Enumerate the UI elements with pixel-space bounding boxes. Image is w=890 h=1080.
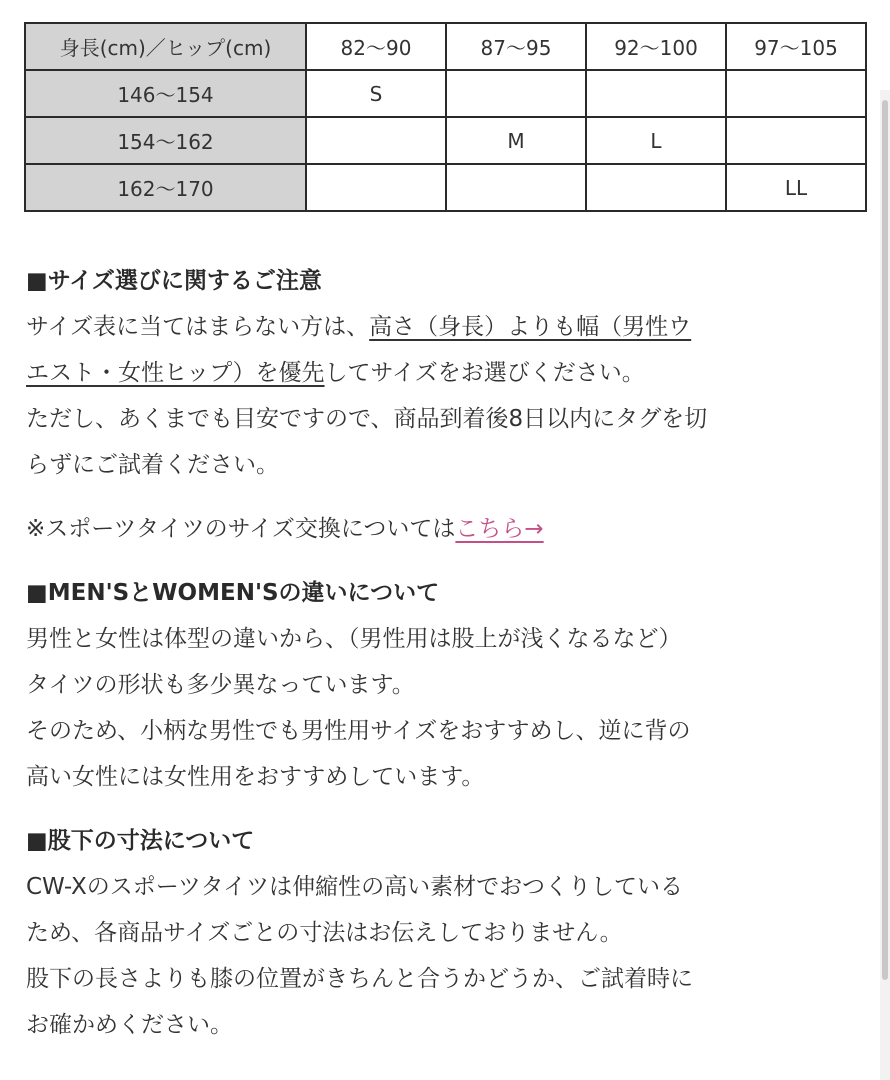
row-header-height-range: 154〜162	[25, 117, 306, 164]
exchange-note-text: ※スポーツタイツのサイズ交換については	[26, 516, 456, 542]
table-row	[25, 117, 866, 164]
header-cell-hip-range: 87〜95	[446, 23, 586, 70]
exchange-link[interactable]: こちら→	[455, 516, 544, 542]
row-header-height-range: 162〜170	[25, 164, 306, 211]
size-cell	[726, 70, 866, 117]
inseam-line: ため、各商品サイズごとの寸法はお伝えしておりません。	[26, 920, 623, 946]
text-span: サイズ表に当てはまらない方は、	[26, 314, 370, 340]
mens-womens-line: 男性と女性は体型の違いから、（男性用は股上が浅くなるなど）	[26, 626, 682, 652]
size-cell	[306, 164, 446, 211]
inseam-line: 股下の長さよりも膝の位置がきちんと合うかどうか、ご試着時に	[26, 966, 693, 992]
size-cell: M	[446, 117, 586, 164]
mens-womens-line: そのため、小柄な男性でも男性用サイズをおすすめし、逆に背の	[26, 718, 691, 744]
section-heading-inseam: ■股下の寸法について	[26, 828, 255, 854]
scrollbar-thumb[interactable]	[882, 100, 888, 980]
size-cell	[726, 117, 866, 164]
size-cell	[586, 164, 726, 211]
exchange-note	[26, 506, 876, 552]
inseam-line: お確かめください。	[26, 1012, 233, 1038]
underlined-text: 高さ（身長）よりも幅（男性ウ	[369, 314, 692, 340]
content-body	[26, 258, 876, 1048]
size-cell: S	[306, 70, 446, 117]
table-row	[25, 70, 866, 117]
size-cell	[446, 70, 586, 117]
row-header-height-range: 146〜154	[25, 70, 306, 117]
size-chart-table	[24, 22, 867, 212]
size-cell	[306, 117, 446, 164]
table-row	[25, 164, 866, 211]
size-note-line: らずにご試着ください。	[26, 452, 279, 478]
size-chart-header-row	[25, 23, 866, 70]
underlined-text: エスト・女性ヒップ）を優先	[26, 360, 325, 386]
header-cell-height-hip: 身長(cm)／ヒップ(cm)	[25, 23, 306, 70]
size-note-line: ただし、あくまでも目安ですので、商品到着後8日以内にタグを切	[26, 406, 708, 432]
size-cell: LL	[726, 164, 866, 211]
size-note-line	[26, 304, 876, 350]
header-cell-hip-range: 97〜105	[726, 23, 866, 70]
mens-womens-line: タイツの形状も多少異なっています。	[26, 672, 415, 698]
size-cell	[446, 164, 586, 211]
size-note-line	[26, 350, 876, 396]
section-heading-mens-womens: ■MEN'SとWOMEN'Sの違いについて	[26, 580, 440, 606]
section-heading-size-note: ■サイズ選びに関するご注意	[26, 268, 322, 294]
size-cell: L	[586, 117, 726, 164]
header-cell-hip-range: 92〜100	[586, 23, 726, 70]
mens-womens-line: 高い女性には女性用をおすすめしています。	[26, 764, 485, 790]
inseam-line: CW-Xのスポーツタイツは伸縮性の高い素材でおつくりしている	[26, 874, 683, 900]
size-cell	[586, 70, 726, 117]
text-span: してサイズをお選びください。	[324, 360, 645, 386]
header-cell-hip-range: 82〜90	[306, 23, 446, 70]
